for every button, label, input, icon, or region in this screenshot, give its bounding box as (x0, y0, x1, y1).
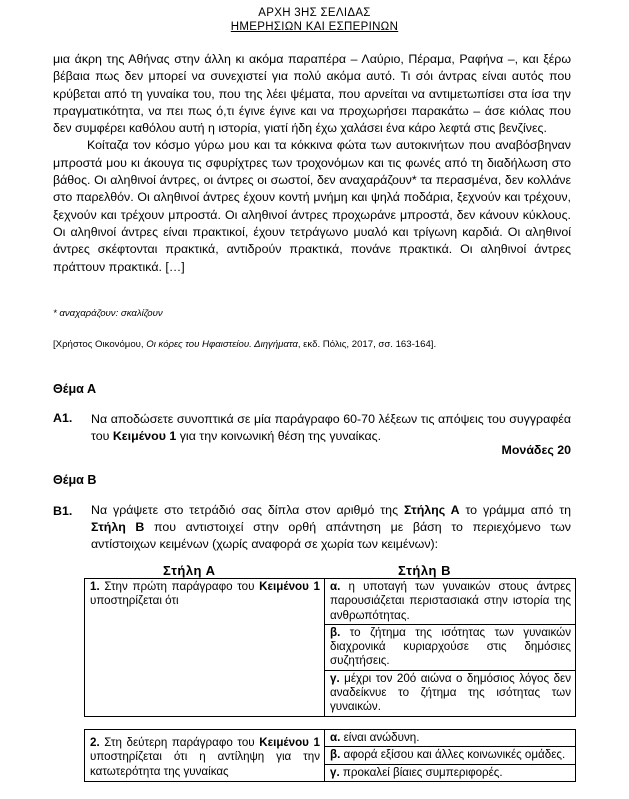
option-letter: γ. (330, 765, 340, 779)
item-2-option-b (325, 747, 576, 764)
source-prefix: [Χρήστος Οικονόμου, (53, 339, 147, 350)
question-b1-text (91, 502, 571, 553)
question-b1-text-part2: το γράμμα από τη (459, 503, 571, 517)
header-exam-type: ΗΜΕΡΗΣΙΩΝ ΚΑΙ ΕΣΠΕΡΙΝΩΝ (230, 21, 399, 33)
item-2-number: 2. (90, 736, 100, 749)
option-text: αφορά εξίσου και άλλες κοινωνικές ομάδες. (340, 748, 566, 762)
question-a1-marks: Μονάδες 20 (501, 443, 571, 457)
item-1-text-part1: Στην πρώτη παράγραφο του (99, 580, 260, 593)
question-a1-text-part2: για την κοινωνική θέση της γυναίκας. (176, 429, 382, 443)
item-2-text-part2: υποστηρίζεται ότι η αντίληψη για την κατωτερότητα της γυναίκας (90, 750, 320, 778)
matching-table-1 (84, 578, 576, 717)
item-1-option-a (325, 579, 576, 625)
source-citation (53, 339, 436, 350)
option-letter: γ. (330, 671, 340, 685)
passage (53, 51, 571, 276)
item-1-statement (85, 579, 325, 717)
option-text: το ζήτημα της ισότητας των γυναικών διαχρονικά κυριαρχούσε στις δημόσιες συζητήσεις. (330, 625, 571, 668)
item-2-option-c (325, 764, 576, 781)
option-letter: α. (330, 580, 341, 593)
item-1-number: 1. (90, 580, 100, 593)
question-a1-text (91, 411, 571, 445)
page-header (0, 6, 629, 34)
column-b-title: Στήλη Β (398, 563, 451, 578)
item-2-bold: Κειμένου 1 (259, 736, 320, 749)
item-2-text-part1: Στη δεύτερη παράγραφο του (99, 736, 260, 749)
item-2-statement (85, 730, 325, 782)
question-a1-text-part1: Να αποδώσετε συνοπτικά σε μία παράγραφο 60-70 λέξεων τις απόψεις του συγγραφέα του (91, 412, 571, 443)
passage-paragraph-2: Κοίταζα τον κόσμο γύρω μου και τα κόκκινα φώτα των αυτοκινήτων που αναβόσβηναν μπροστά μου κι άκουγα τις σφυρίχτρες των τροχονόμων και τις φωνές από τη διαδήλωση στο βάθος. Οι αληθινοί άντρες, οι άντρες οι σωστοί, δεν αναχαράζουν* τα περασμένα, δεν κολλάνε στο παρελθόν. Οι αληθινοί άντρες έχουν κοντή μνήμη και ψηλά ποδάρια, ξεχνούν και τρέχουν, ξεχνούν και τρέχουν μπροστά. Οι αληθινοί άντρες προχωράνε μπροστά, δεν κάνουν κύκλους. Οι αληθινοί άντρες είναι πρακτικοί, έχουν τετράγωνο μυαλό και τρίγωνη καρδιά. Οι αληθινοί άντρες σκέφτονται πρακτικά, αντιδρούν πρακτικά, πονάνε πρακτικά. Οι αληθινοί άντρες πράττουν πρακτικά. […] (53, 138, 571, 274)
matching-table-2 (84, 729, 576, 782)
header-page-number: ΑΡΧΗ 3ΗΣ ΣΕΛΙΔΑΣ (258, 7, 371, 19)
option-text: προκαλεί βίαιες συμπεριφορές. (339, 765, 503, 779)
option-letter: β. (330, 625, 341, 639)
item-1-option-b (325, 624, 576, 670)
column-a-title: Στήλη Α (163, 563, 216, 578)
theme-a-heading: Θέμα Α (53, 382, 97, 396)
source-title: Οι κόρες του Ηφαιστείου. Διηγήματα (146, 339, 298, 350)
option-letter: α. (330, 731, 341, 744)
question-b1-text-bold1: Στήλης Α (403, 503, 460, 517)
footnote: * αναχαράζουν: σκαλίζουν (53, 308, 163, 319)
passage-paragraph-1: μια άκρη της Αθήνας στην άλλη κι ακόμα παραπέρα – Λαύριο, Πέραμα, Ραφήνα –, και ξέρω βέβαια πως δεν μπορεί να συνεχιστεί για πολύ ακόμα αυτό. Τι σόι άντρας είναι αυτός που κρύβεται από τη γυναίκα του, που της λέει ψέματα, που αρνείται να αντιμετωπίσει στα ίσα την πραγματικότητα, να πει πως ό,τι έγινε έγινε και να προχωρήσει παρακάτω – άσε κιόλας που δεν συμφέρει καθόλου αυτή η ιστορία, γιατί ήδη έχω χαλάσει ένα κάρο λεφτά στις βενζίνες. (53, 52, 571, 136)
item-1-bold: Κειμένου 1 (259, 580, 320, 593)
question-b1-text-bold2: Στήλη Β (91, 520, 145, 534)
question-a1-number: Α1. (53, 411, 73, 425)
option-letter: β. (330, 748, 341, 762)
item-1-option-c (325, 670, 576, 716)
question-a1-text-bold: Κειμένου 1 (112, 429, 177, 443)
question-b1-text-part1: Να γράψετε στο τετράδιό σας δίπλα στον αριθμό της (91, 503, 404, 517)
question-b1-number: Β1. (53, 504, 73, 518)
question-b1-text-part3: που αντιστοιχεί στην ορθή απάντηση με βάση το περιεχόμενο των αντίστοιχων κειμένων (χωρίς αναφορά σε χωρία των κειμένων): (91, 520, 571, 551)
theme-b-heading: Θέμα Β (53, 473, 97, 487)
option-text: είναι ανώδυνη. (340, 731, 420, 744)
option-text: μέχρι τον 20ό αιώνα ο δημόσιος λόγος δεν αναδείκνυε το ζήτημα της ισότητας των γυναικών. (330, 671, 571, 714)
source-suffix: , εκδ. Πόλις, 2017, σσ. 163-164]. (297, 339, 437, 350)
option-text: η υποταγή των γυναικών στους άντρες παρουσιάζεται περιστασιακά στην ιστορία της ανθρωπότητας. (330, 580, 571, 622)
item-2-option-a (325, 730, 576, 747)
item-1-text-part2: υποστηρίζεται ότι (90, 594, 179, 608)
